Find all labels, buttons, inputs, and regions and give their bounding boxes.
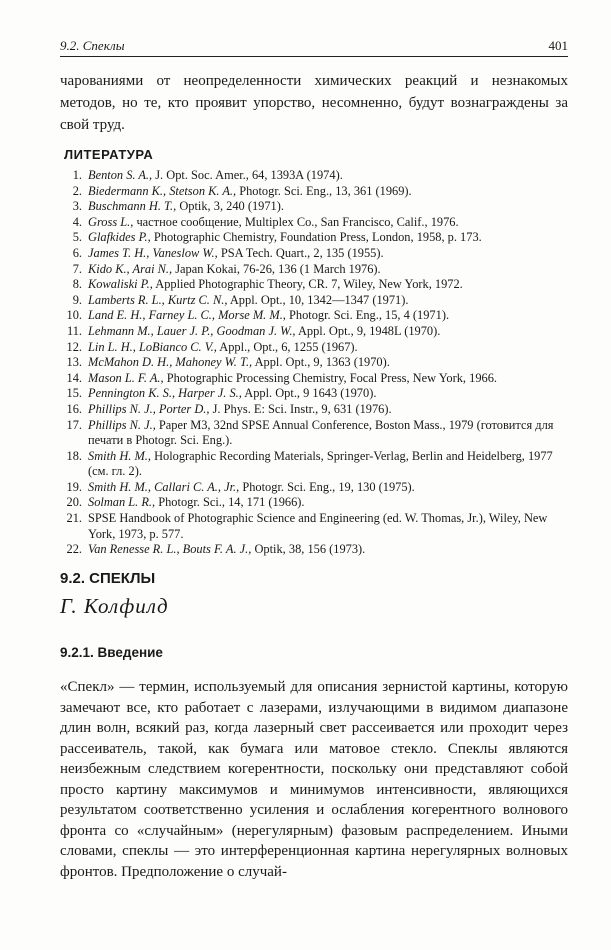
- reference-authors: Lamberts R. L., Kurtz C. N.,: [88, 292, 228, 307]
- reference-citation: Photogr. Sci. Eng., 15, 4 (1971).: [285, 308, 450, 323]
- reference-text: [88, 418, 570, 449]
- reference-item: [60, 340, 570, 356]
- reference-number: 8.: [72, 277, 82, 292]
- reference-text: [88, 308, 570, 324]
- reference-authors: Smith H. M., Callari C. A., Jr.,: [88, 479, 240, 494]
- reference-text: [88, 215, 570, 231]
- reference-citation: Appl. Opt., 9 1643 (1970).: [241, 386, 377, 401]
- reference-authors: Buschmann H. T.,: [88, 199, 177, 214]
- reference-authors: Kowaliski P.,: [88, 277, 153, 292]
- reference-number: 13.: [66, 355, 82, 370]
- continuation-paragraph: чарованиями от неопределенности химических реакций и незнакомых методов, но те, кто проявит упорство, несомненно, будут вознаграждены за свой труд.: [60, 73, 568, 133]
- reference-text: [88, 246, 570, 262]
- reference-item: [60, 449, 570, 480]
- reference-number: 17.: [66, 417, 82, 432]
- reference-text: [88, 168, 570, 184]
- reference-item: [60, 542, 570, 558]
- reference-text: [88, 199, 570, 215]
- reference-number: 9.: [72, 292, 82, 307]
- reference-citation: Photographic Processing Chemistry, Focal Press, New York, 1966.: [163, 370, 498, 385]
- reference-authors: Phillips N. J.,: [88, 417, 156, 432]
- page-number: 401: [548, 38, 568, 53]
- reference-citation: Applied Photographic Theory, CR. 7, Wiley, New York, 1972.: [152, 277, 463, 292]
- reference-citation: Paper M3, 32nd SPSE Annual Conference, Boston Mass., 1979 (готовится для печати в Photogr. Sci. Eng.).: [88, 417, 554, 448]
- reference-number: 15.: [66, 386, 82, 401]
- reference-authors: Land E. H., Farney L. C., Morse M. M.,: [88, 308, 286, 323]
- reference-citation: Photogr. Sci., 14, 171 (1966).: [155, 495, 305, 510]
- reference-authors: Smith H. M.,: [88, 448, 151, 463]
- reference-text: [88, 324, 570, 340]
- reference-item: [60, 168, 570, 184]
- reference-text: [88, 340, 570, 356]
- reference-item: [60, 495, 570, 511]
- reference-number: 3.: [72, 199, 82, 214]
- reference-item: [60, 215, 570, 231]
- reference-authors: McMahon D. H., Mahoney W. T.,: [88, 355, 253, 370]
- reference-citation: Appl. Opt., 10, 1342—1347 (1971).: [227, 292, 409, 307]
- reference-authors: Lehmann M., Lauer J. P., Goodman J. W.,: [88, 323, 296, 338]
- reference-item: [60, 371, 570, 387]
- reference-text: [88, 371, 570, 387]
- reference-number: 1.: [72, 168, 82, 182]
- reference-number: 21.: [66, 511, 82, 526]
- reference-item: [60, 511, 570, 542]
- reference-citation: PSA Tech. Quart., 2, 135 (1955).: [217, 245, 384, 260]
- reference-text: [88, 355, 570, 371]
- intro-paragraph: «Спекл» — термин, используемый для описания зернистой картины, которую замечают все, кто работает с лазерами, излучающими в видимом диапазоне длин волн, всякий раз, когда лазерный свет рассеивается или проходит через рассеиватель, такой, как бумага или матовое стекло. Спеклы являются неизбежным следствием когерентности, поскольку они представляют собой просто картину максимумов и минимумов интенсивности, являющихся результатом соответственно усиления и ослабления когерентного волнового фронта со «случайным» (нерегулярным) фазовым распределением. Иными словами, спеклы — это интерференционная картина нерегулярных волновых фронтов. Предположение о случай-: [60, 679, 568, 880]
- reference-citation: Photographic Chemistry, Foundation Press, London, 1958, p. 173.: [150, 230, 482, 245]
- reference-citation: J. Phys. E: Sci. Instr., 9, 631 (1976).: [209, 401, 392, 416]
- reference-number: 7.: [72, 261, 82, 276]
- reference-text: [88, 184, 570, 200]
- reference-citation: Photogr. Sci. Eng., 19, 130 (1975).: [239, 479, 415, 494]
- reference-citation: J. Opt. Soc. Amer., 64, 1393A (1974).: [152, 168, 343, 182]
- reference-text: [88, 495, 570, 511]
- reference-number: 18.: [66, 448, 82, 463]
- reference-authors: Benton S. A.,: [88, 168, 153, 182]
- reference-text: [88, 293, 570, 309]
- reference-text: [88, 277, 570, 293]
- reference-citation: Appl. Opt., 9, 1948L (1970).: [295, 323, 441, 338]
- reference-authors: Phillips N. J., Porter D.,: [88, 401, 210, 416]
- reference-text: [88, 511, 570, 542]
- reference-number: 16.: [66, 401, 82, 416]
- reference-text: [88, 542, 570, 558]
- reference-citation: Optik, 3, 240 (1971).: [176, 199, 284, 214]
- reference-number: 5.: [72, 230, 82, 245]
- reference-item: [60, 324, 570, 340]
- reference-text: [88, 449, 570, 480]
- reference-citation: Photogr. Sci. Eng., 13, 361 (1969).: [236, 183, 412, 198]
- reference-citation: Appl., Opt., 6, 1255 (1967).: [216, 339, 358, 354]
- reference-item: [60, 199, 570, 215]
- reference-number: 20.: [66, 495, 82, 510]
- reference-number: 2.: [72, 183, 82, 198]
- running-header-section: 9.2. Спеклы: [60, 38, 125, 53]
- reference-authors: Lin L. H., LoBianco C. V.,: [88, 339, 217, 354]
- reference-item: [60, 308, 570, 324]
- reference-list: [60, 168, 570, 558]
- reference-citation: Holographic Recording Materials, Springer-Verlag, Berlin and Heidelberg, 1977 (см. гл. 2).: [88, 448, 553, 479]
- reference-number: 4.: [72, 214, 82, 229]
- reference-item: [60, 262, 570, 278]
- literature-heading: ЛИТЕРАТУРА: [64, 147, 154, 162]
- running-header: [60, 36, 568, 57]
- reference-number: 11.: [66, 323, 82, 338]
- reference-item: [60, 277, 570, 293]
- reference-citation: SPSE Handbook of Photographic Science and Engineering (ed. W. Thomas, Jr.), Wiley, New York, 1973, p. 577.: [88, 511, 548, 541]
- reference-authors: Biedermann K., Stetson K. A.,: [88, 183, 237, 198]
- reference-number: 12.: [66, 339, 82, 354]
- reference-number: 10.: [66, 308, 82, 323]
- reference-authors: Pennington K. S., Harper J. S.,: [88, 386, 242, 401]
- section-title: 9.2. СПЕКЛЫ: [60, 570, 156, 587]
- reference-number: 6.: [72, 245, 82, 260]
- reference-citation: Japan Kokai, 76-26, 136 (1 March 1976).: [172, 261, 381, 276]
- reference-item: [60, 230, 570, 246]
- reference-citation: Appl. Opt., 9, 1363 (1970).: [252, 355, 390, 370]
- subsection-title: 9.2.1. Введение: [60, 645, 163, 660]
- reference-authors: Mason L. F. A.,: [88, 370, 164, 385]
- reference-item: [60, 246, 570, 262]
- reference-citation: частное сообщение, Multiplex Co., San Francisco, Calif., 1976.: [133, 214, 459, 229]
- reference-citation: Optik, 38, 156 (1973).: [251, 542, 366, 557]
- reference-text: [88, 386, 570, 402]
- section-author: Г. Колфилд: [60, 594, 169, 618]
- reference-item: [60, 386, 570, 402]
- reference-number: 14.: [66, 370, 82, 385]
- reference-item: [60, 418, 570, 449]
- reference-number: 22.: [66, 542, 82, 557]
- reference-item: [60, 355, 570, 371]
- reference-item: [60, 184, 570, 200]
- reference-item: [60, 402, 570, 418]
- reference-number: 19.: [66, 479, 82, 494]
- reference-authors: Van Renesse R. L., Bouts F. A. J.,: [88, 542, 252, 557]
- reference-authors: Kido K., Arai N.,: [88, 261, 173, 276]
- reference-authors: James T. H., Vaneslow W.,: [88, 245, 218, 260]
- reference-authors: Gross L.,: [88, 214, 134, 229]
- reference-item: [60, 480, 570, 496]
- reference-text: [88, 480, 570, 496]
- reference-item: [60, 293, 570, 309]
- reference-text: [88, 230, 570, 246]
- reference-authors: Glafkides P.,: [88, 230, 151, 245]
- reference-text: [88, 402, 570, 418]
- reference-text: [88, 262, 570, 278]
- reference-authors: Solman L. R.,: [88, 495, 156, 510]
